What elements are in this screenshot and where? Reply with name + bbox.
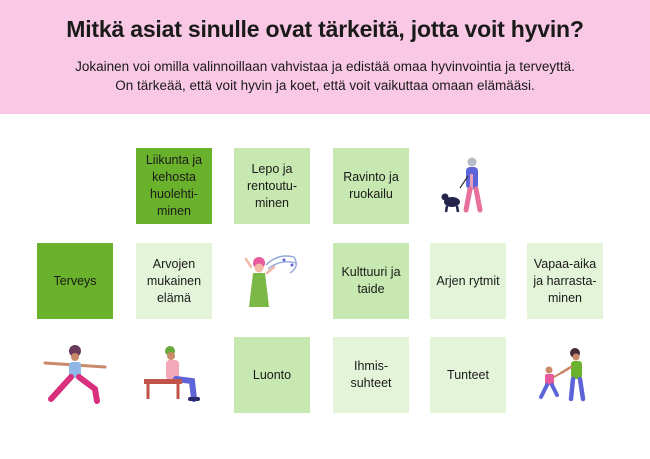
tile-luonto bbox=[234, 337, 310, 413]
page-title: Mitkä asiat sinulle ovat tärkeitä, jotta voit hyvin? bbox=[66, 16, 584, 42]
tile-kulttuuri-label: Kulttuuri ja taide bbox=[341, 265, 401, 296]
person-yoga-icon bbox=[37, 337, 113, 413]
tile-vapaa bbox=[527, 243, 603, 319]
subtitle-line-1: Jokainen voi omilla valinnoillaan vahvistaa ja edistää omaa hyvinvointia ja terveyttä. bbox=[75, 59, 575, 74]
tile-ravinto-label: Ravinto ja ruokailu bbox=[343, 170, 399, 201]
tile-ihmis-label: Ihmis-suhteet bbox=[350, 359, 392, 390]
tile-arjen bbox=[430, 243, 506, 319]
page-subtitle bbox=[20, 57, 630, 95]
tile-lepo-label: Lepo ja rentoutu-minen bbox=[246, 161, 298, 210]
tile-arjen-label: Arjen rytmit bbox=[436, 273, 500, 288]
tile-luonto-label: Luonto bbox=[252, 367, 292, 382]
tile-liikunta-label: Liikunta ja kehosta huolehti-minen bbox=[145, 153, 203, 218]
tile-terveys bbox=[37, 243, 113, 319]
person-singing-icon bbox=[234, 243, 310, 319]
parent-and-child-icon bbox=[527, 337, 603, 413]
tile-vapaa-label: Vapaa-aika ja harrasta-minen bbox=[533, 256, 597, 305]
person-on-bench-icon bbox=[136, 337, 212, 413]
tile-arvojen bbox=[136, 243, 212, 319]
tile-ravinto bbox=[333, 148, 409, 224]
tile-tunteet-label: Tunteet bbox=[447, 367, 489, 382]
subtitle-line-2: On tärkeää, että voit hyvin ja koet, että voit vaikuttaa omaan elämääsi. bbox=[115, 78, 535, 93]
tile-tunteet bbox=[430, 337, 506, 413]
tile-terveys-label: Terveys bbox=[53, 273, 97, 288]
tile-ihmis bbox=[333, 337, 409, 413]
tile-kulttuuri bbox=[333, 243, 409, 319]
tile-arvojen-label: Arvojen mukainen elämä bbox=[146, 256, 202, 305]
tile-liikunta bbox=[136, 148, 212, 224]
header-banner bbox=[0, 0, 650, 114]
person-walking-dog-icon bbox=[430, 148, 506, 224]
tile-lepo bbox=[234, 148, 310, 224]
